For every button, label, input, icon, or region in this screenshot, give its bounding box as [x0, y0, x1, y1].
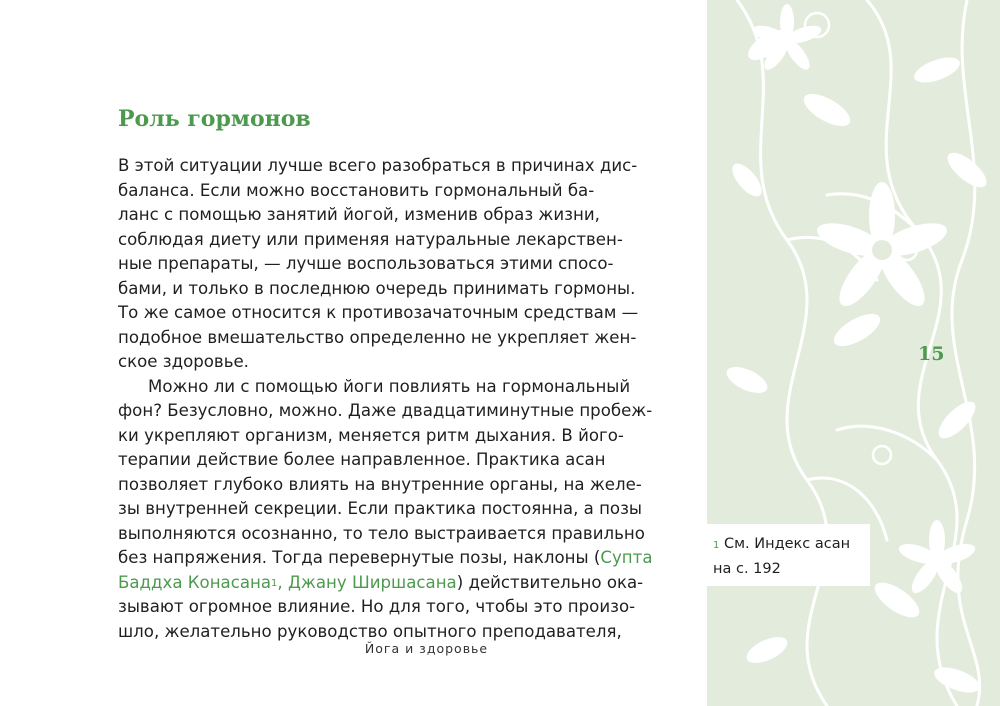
text-line: То же самое относится к противозачаточным средствам —	[118, 303, 639, 322]
text-line: фон? Безусловно, можно. Даже двадцатиминутные пробеж-	[118, 401, 653, 420]
text-line: ные препараты, — лучше воспользоваться этими спосо-	[118, 254, 614, 273]
running-footer: Йога и здоровье	[364, 641, 489, 656]
text-line: баланса. Если можно восстановить гормональный ба-	[118, 180, 595, 200]
text-line-with-link	[118, 546, 690, 571]
text-fragment: без напряжения. Тогда перевернутые позы, наклоны (	[118, 548, 601, 567]
text-line: Можно ли с помощью йоги повлиять на гормональный	[148, 376, 631, 396]
text-line: зывают огромное влияние. Но для того, чтобы это произо-	[118, 597, 636, 616]
footnote-box	[707, 524, 870, 586]
asana-link-janu-shirshasana[interactable]: Джану Ширшасана	[287, 572, 457, 592]
text-line: ки укрепляют организм, меняется ритм дыхания. В його-	[118, 425, 624, 445]
text-line: ское здоровье.	[118, 352, 249, 371]
text-line: терапии действие более направленное. Практика асан	[118, 450, 606, 469]
text-line: зы внутренней секреции. Если практика постоянна, а позы	[118, 499, 643, 518]
text-line: выполняются осознанно, то тело выстраивается правильно	[118, 523, 645, 543]
footnote-line-2: на с. 192	[713, 561, 781, 577]
asana-link-supta-baddha-konasana-cont[interactable]: Баддха Конасана	[118, 572, 272, 592]
text-line: В этой ситуации лучше всего разобраться в причинах дис-	[118, 156, 638, 175]
footnote-reference[interactable]: 1	[271, 577, 278, 589]
body-text	[118, 154, 690, 644]
footnote-line-1: См. Индекс асан	[723, 536, 851, 552]
text-line: соблюдая диету или применяя натуральные лекарствен-	[118, 229, 623, 249]
text-line: позволяет глубоко влиять на внутренние органы, на желе-	[118, 474, 642, 494]
text-line: ланс с помощью занятий йогой, изменив образ жизни,	[118, 205, 600, 224]
section-title: Роль гормонов	[118, 106, 311, 132]
text-line: шло, желательно руководство опытного преподавателя,	[118, 621, 622, 641]
text-line-with-link	[118, 571, 690, 596]
link-separator: ,	[277, 572, 288, 592]
asana-link-supta-baddha-konasana[interactable]: Супта	[600, 548, 653, 567]
text-fragment: ) действительно ока-	[456, 572, 644, 592]
footnote-mark: 1	[713, 540, 720, 551]
text-line: бами, и только в последнюю очередь принимать гормоны.	[118, 278, 636, 298]
page-number: 15	[918, 343, 945, 365]
footnote-text	[713, 532, 868, 582]
floral-ornament	[707, 0, 1000, 706]
text-line: подобное вмешательство определенно не укрепляет жен-	[118, 327, 637, 347]
